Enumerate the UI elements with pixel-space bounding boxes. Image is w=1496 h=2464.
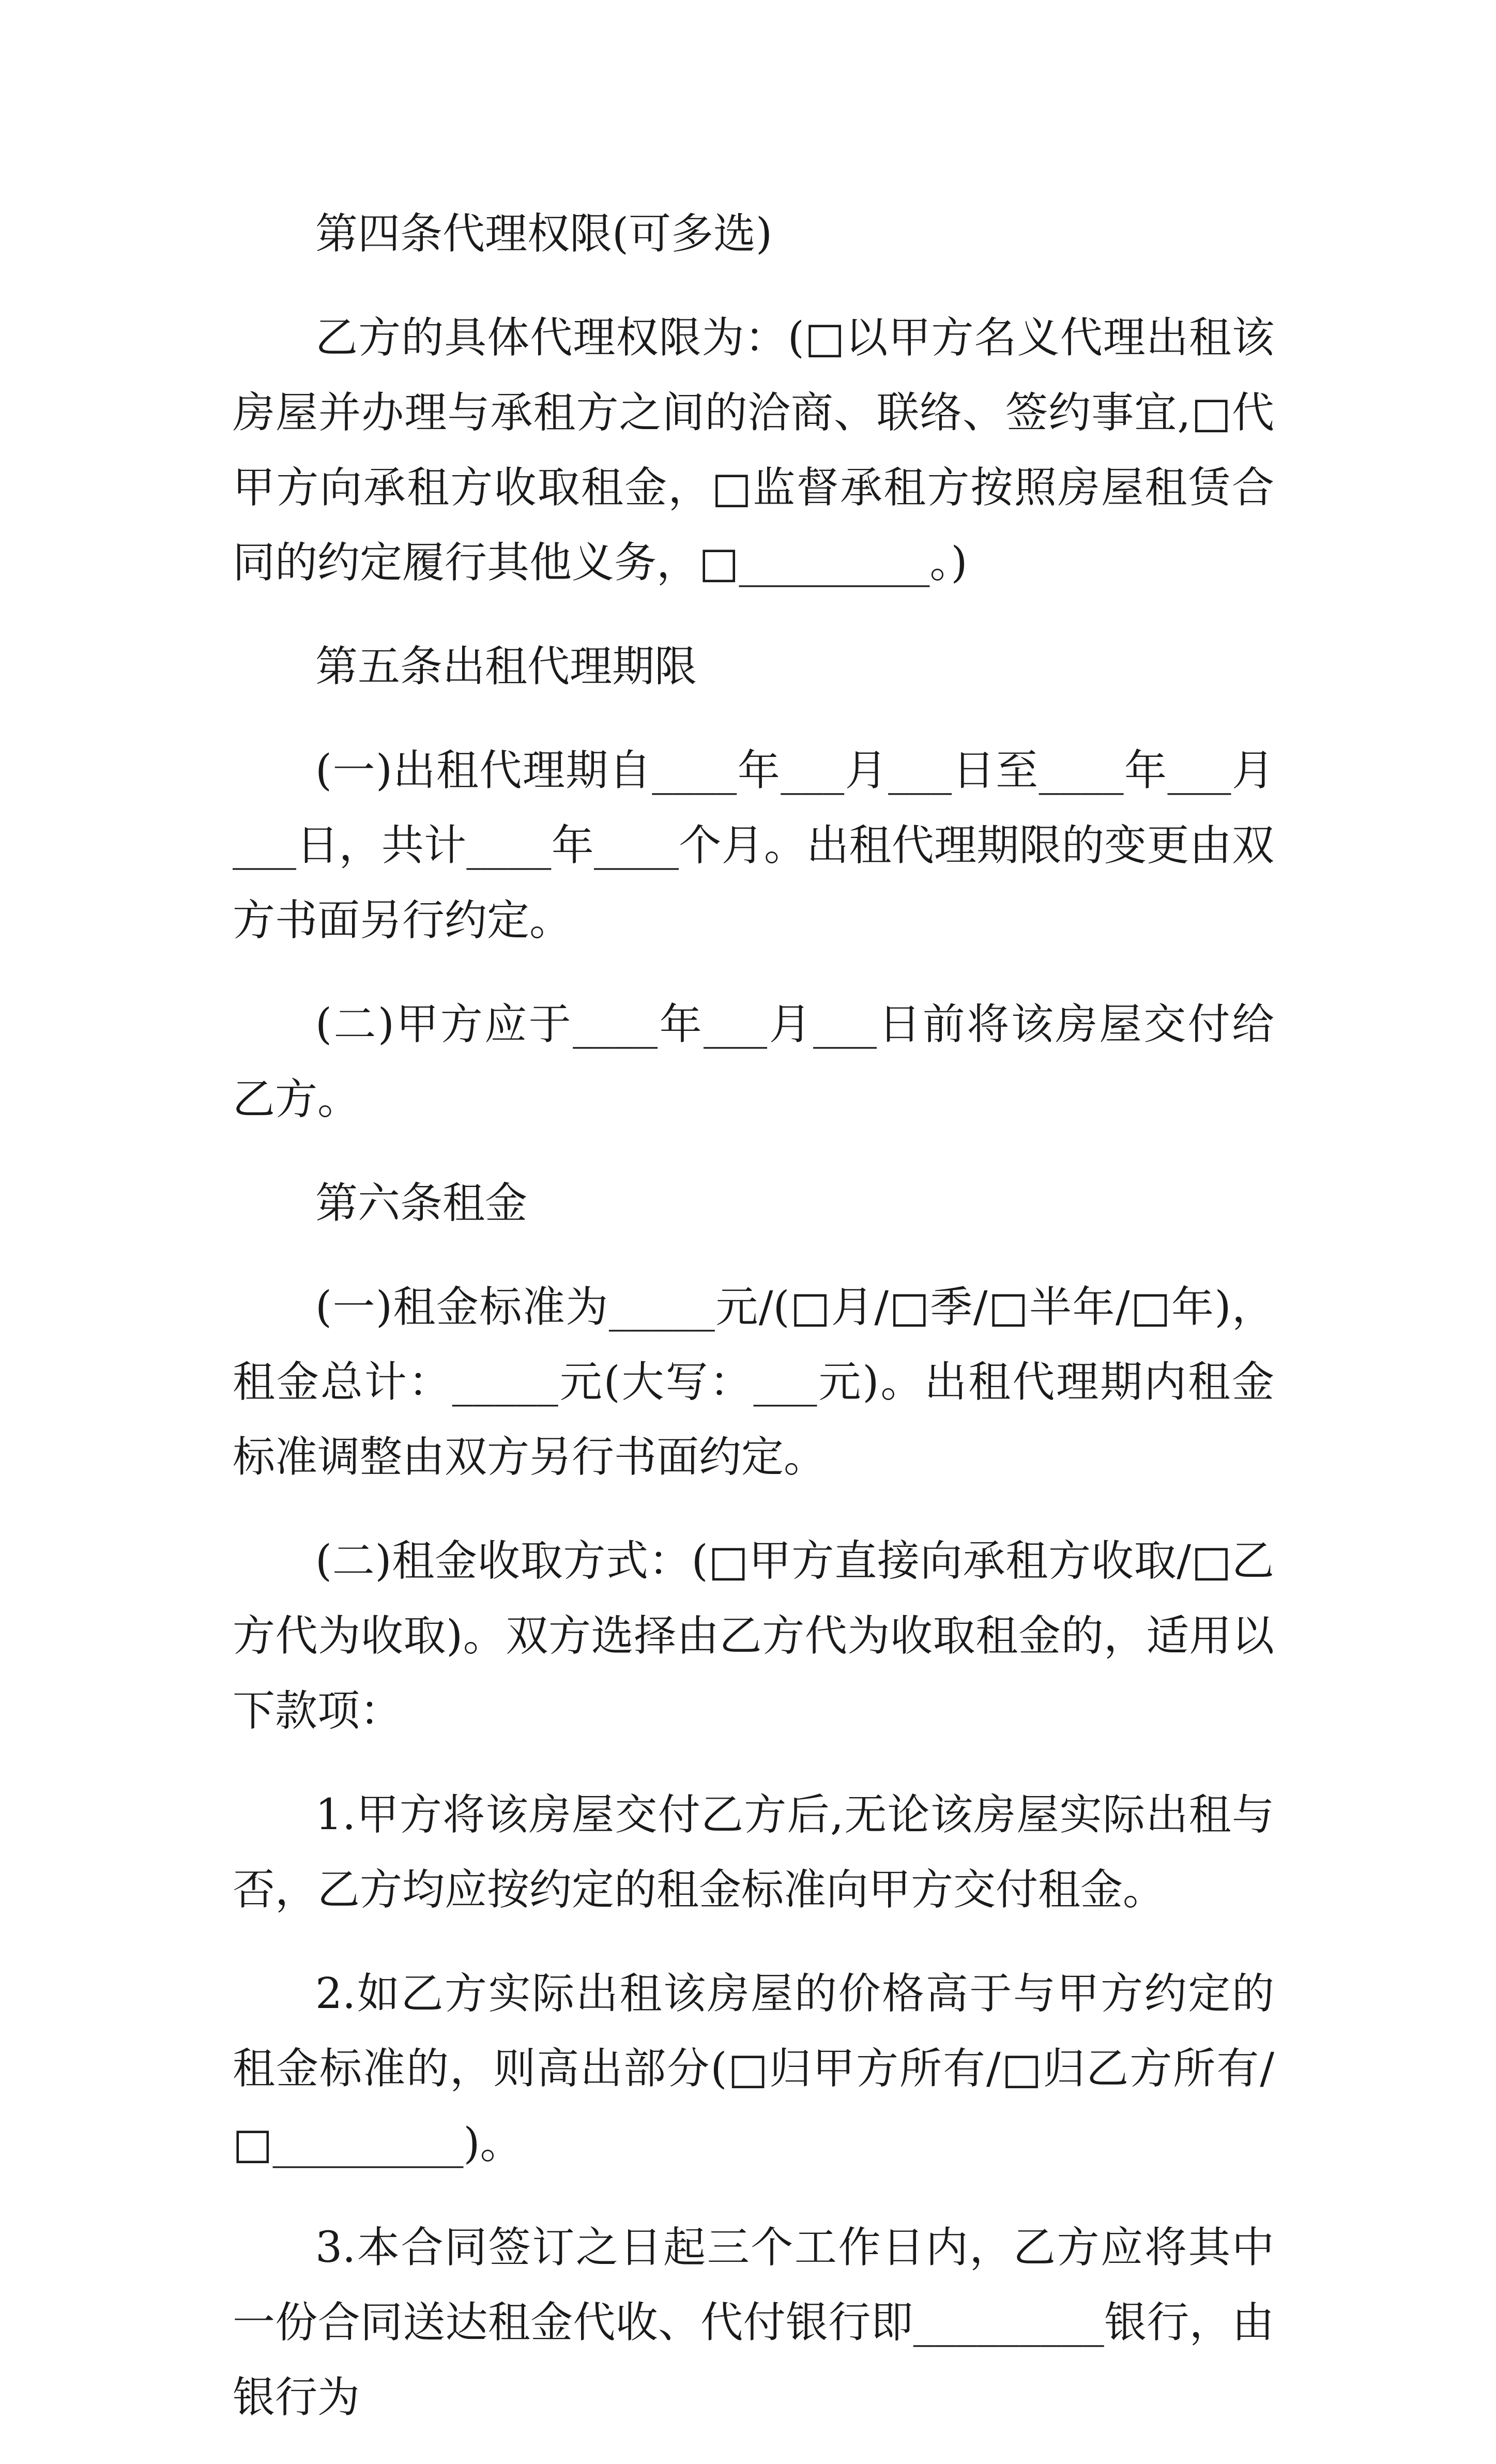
clause-5-item-2: (二)甲方应于____年___月___日前将该房屋交付给乙方。 bbox=[233, 1000, 1274, 1124]
clause-6-subitem-2: 2.如乙方实际出租该房屋的价格高于与甲方约定的租金标准的，则高出部分(□归甲方所有/□归乙方所有/□_________)。 bbox=[233, 1969, 1274, 2168]
clause-6-heading: 第六条租金 bbox=[315, 1179, 528, 1228]
clause-5-item-1: (一)出租代理期自____年___月___日至____年___月___日，共计____年____个月。出租代理期限的变更由双方书面另行约定。 bbox=[233, 746, 1274, 945]
clause-4-body: 乙方的具体代理权限为：(□以甲方名义代理出租该房屋并办理与承租方之间的洽商、联络、签约事宜,□代甲方向承租方收取租金，□监督承租方按照房屋租赁合同的约定履行其他义务，□_________。) bbox=[233, 313, 1274, 587]
clause-5-heading: 第五条出租代理期限 bbox=[315, 642, 697, 691]
clause-4-heading: 第四条代理权限(可多选) bbox=[315, 209, 772, 258]
clause-6-subitem-3: 3.本合同签订之日起三个工作日内，乙方应将其中一份合同送达租金代收、代付银行即_________银行，由银行为 bbox=[233, 2223, 1274, 2422]
clause-6-subitem-1: 1.甲方将该房屋交付乙方后,无论该房屋实际出租与否，乙方均应按约定的租金标准向甲方交付租金。 bbox=[233, 1790, 1274, 1914]
clause-6-item-1: (一)租金标准为_____元/(□月/□季/□半年/□年)，租金总计：_____元(大写：___元)。出租代理期内租金标准调整由双方另行书面约定。 bbox=[233, 1283, 1274, 1482]
document-body bbox=[233, 196, 1274, 2464]
clause-6-item-2: (二)租金收取方式：(□甲方直接向承租方收取/□乙方代为收取)。双方选择由乙方代为收取租金的，适用以下款项： bbox=[233, 1537, 1274, 1736]
